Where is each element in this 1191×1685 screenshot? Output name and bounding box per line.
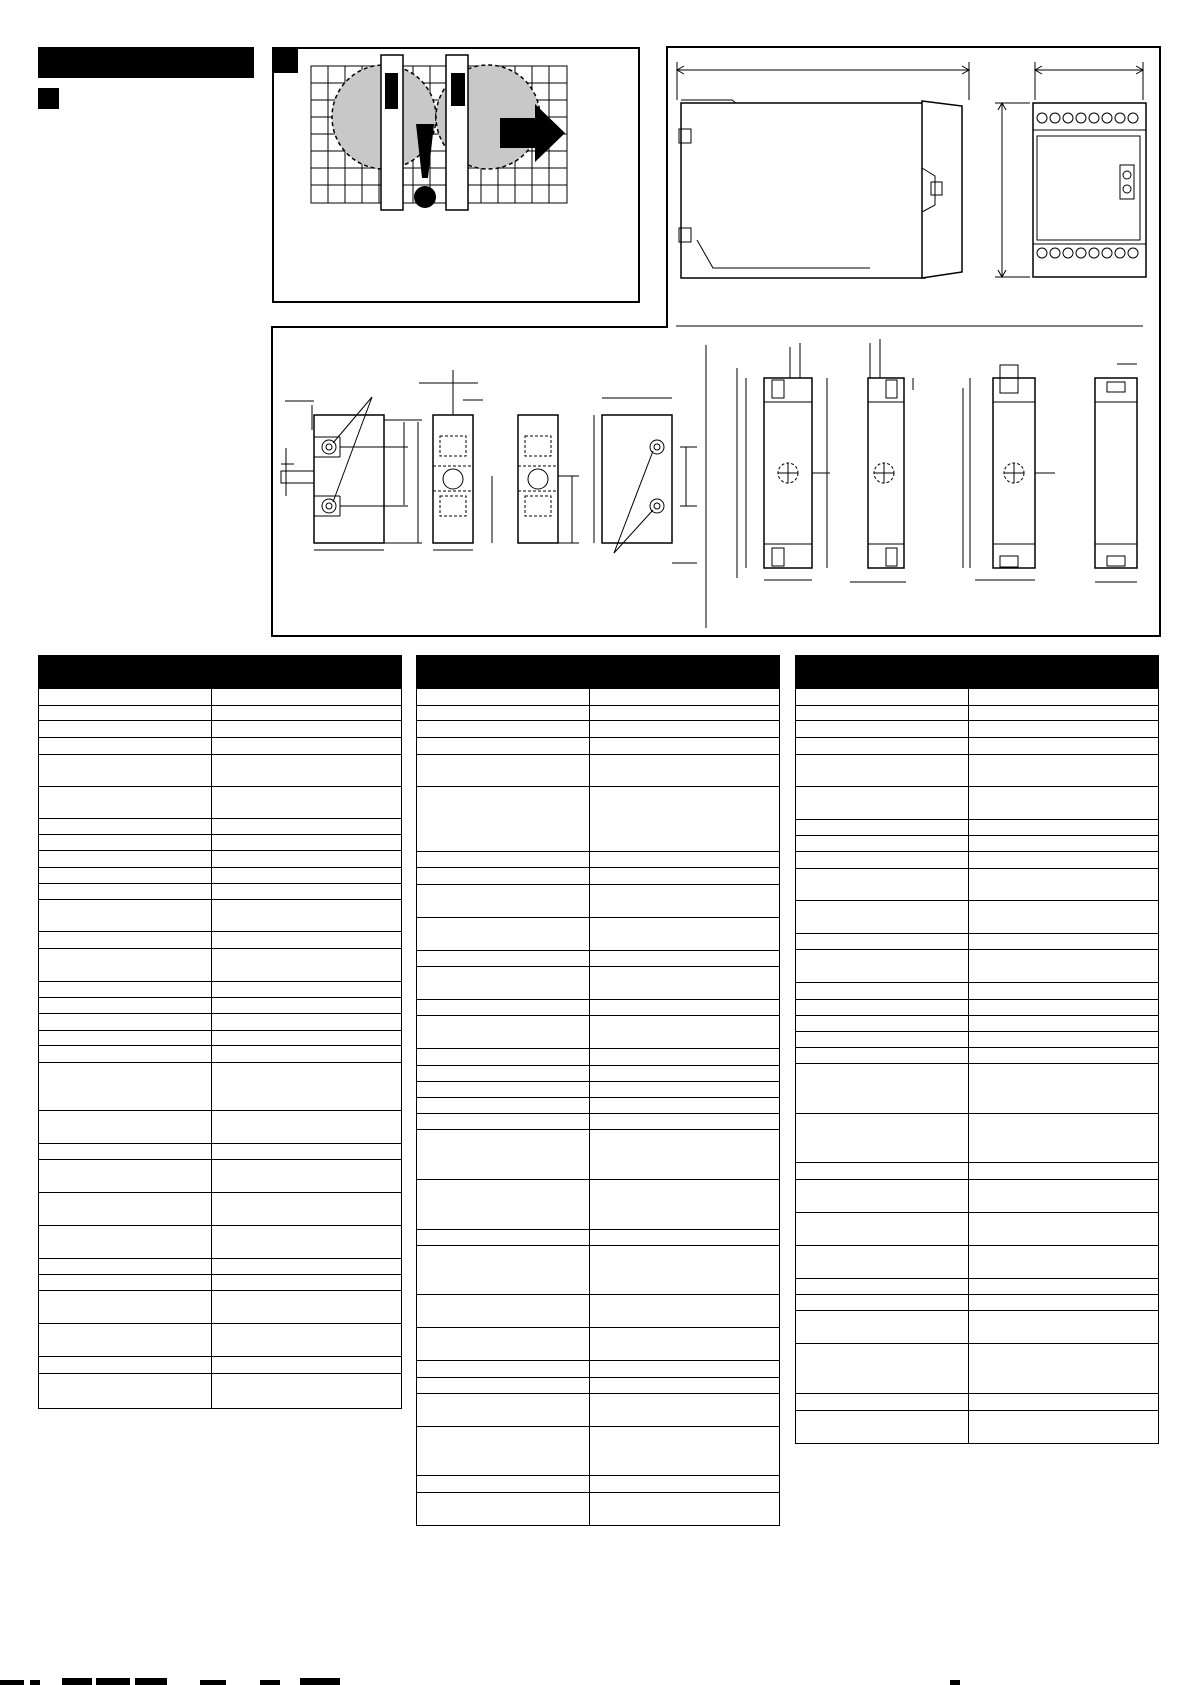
table-row: [39, 1226, 402, 1259]
spec-value: [969, 1344, 1159, 1394]
table-row: [796, 1163, 1159, 1180]
spec-value: [212, 1111, 402, 1144]
spec-value: [212, 949, 402, 982]
spec-label: [417, 852, 590, 868]
spec-value: [590, 885, 780, 918]
spec-label: [39, 932, 212, 949]
spec-value: [212, 1046, 402, 1063]
table-row: [417, 755, 780, 787]
spec-value: [969, 1000, 1159, 1016]
table-row: [796, 1246, 1159, 1279]
spec-label: [39, 1014, 212, 1031]
table-row: [796, 1000, 1159, 1016]
spec-value: [590, 918, 780, 951]
table-row: [39, 998, 402, 1014]
table-row: [417, 1082, 780, 1098]
spec-value: [969, 983, 1159, 1000]
spec-label: [796, 983, 969, 1000]
table-row: [39, 689, 402, 706]
spec-label: [796, 1295, 969, 1311]
spec-label: [417, 1328, 590, 1361]
spec-label: [796, 869, 969, 901]
spec-value: [590, 1328, 780, 1361]
spec-table-left: [38, 655, 402, 1409]
spec-value: [212, 1014, 402, 1031]
housing-dimension-drawing: [677, 62, 1146, 278]
spec-label: [39, 949, 212, 982]
spec-value: [969, 950, 1159, 983]
table-row: [39, 1357, 402, 1374]
spec-label: [39, 1357, 212, 1374]
spec-value: [212, 819, 402, 835]
table-row: [417, 689, 780, 706]
table-row: [417, 967, 780, 1000]
spec-value: [590, 1082, 780, 1098]
spec-value: [969, 1411, 1159, 1444]
table-row: [417, 1246, 780, 1295]
table-row: [417, 1130, 780, 1180]
spec-value: [590, 1394, 780, 1427]
table-row: [39, 721, 402, 738]
table-row: [39, 706, 402, 721]
table-row: [796, 869, 1159, 901]
spec-value: [590, 1378, 780, 1394]
spec-value: [212, 998, 402, 1014]
table-row: [796, 706, 1159, 721]
table-row: [796, 1295, 1159, 1311]
spec-label: [417, 1295, 590, 1328]
spec-value: [212, 900, 402, 932]
spec-value: [969, 1032, 1159, 1048]
spec-value: [969, 721, 1159, 738]
spec-label: [417, 1394, 590, 1427]
table-row: [796, 1344, 1159, 1394]
spec-label: [417, 1493, 590, 1526]
spec-label: [39, 1226, 212, 1259]
spec-table-left-header: [39, 656, 402, 689]
spec-label: [417, 1000, 590, 1016]
spec-value: [969, 869, 1159, 901]
spec-label: [796, 1163, 969, 1180]
table-row: [39, 1111, 402, 1144]
table-row: [796, 1016, 1159, 1032]
table-row: [39, 1374, 402, 1409]
table-row: [417, 852, 780, 868]
table-row: [417, 1016, 780, 1049]
spec-value: [590, 1066, 780, 1082]
table-row: [417, 1098, 780, 1114]
table-row: [796, 787, 1159, 820]
spec-value: [212, 1031, 402, 1046]
spec-value: [212, 1357, 402, 1374]
spec-label: [417, 1098, 590, 1114]
spec-value: [212, 1374, 402, 1409]
spec-value: [212, 1324, 402, 1357]
spec-value: [590, 1016, 780, 1049]
spec-label: [417, 755, 590, 787]
table-row: [417, 706, 780, 721]
spec-label: [417, 1361, 590, 1378]
spec-value: [212, 1193, 402, 1226]
spec-value: [590, 689, 780, 706]
table-row: [417, 721, 780, 738]
spec-label: [39, 1291, 212, 1324]
spec-value: [590, 1000, 780, 1016]
spec-value: [969, 1064, 1159, 1114]
spec-value: [212, 706, 402, 721]
table-row: [39, 949, 402, 982]
table-row: [417, 1394, 780, 1427]
spec-value: [590, 1049, 780, 1066]
table-row: [417, 1049, 780, 1066]
spec-label: [39, 755, 212, 787]
spec-table-right-header: [796, 656, 1159, 689]
spec-value: [212, 1275, 402, 1291]
table-row: [39, 738, 402, 755]
spec-label: [39, 706, 212, 721]
spec-label: [796, 1064, 969, 1114]
spec-value: [969, 836, 1159, 852]
spec-label: [39, 1275, 212, 1291]
spec-label: [39, 851, 212, 868]
table-row: [796, 1279, 1159, 1295]
spec-value: [969, 1246, 1159, 1279]
spec-label: [417, 1378, 590, 1394]
spec-label: [39, 1046, 212, 1063]
table-row: [39, 1160, 402, 1193]
spec-label: [796, 1344, 969, 1394]
spec-label: [796, 852, 969, 869]
table-row: [796, 1213, 1159, 1246]
table-row: [39, 884, 402, 900]
spec-label: [417, 918, 590, 951]
spec-table-middle-header: [417, 656, 780, 689]
table-row: [796, 1064, 1159, 1114]
spec-label: [417, 738, 590, 755]
spec-label: [39, 1111, 212, 1144]
spec-value: [212, 835, 402, 851]
spec-value: [590, 1130, 780, 1180]
spec-value: [969, 1016, 1159, 1032]
spec-label: [796, 1048, 969, 1064]
table-row: [39, 1046, 402, 1063]
spec-value: [590, 755, 780, 787]
table-row: [796, 738, 1159, 755]
table-row: [39, 787, 402, 819]
table-row: [417, 1361, 780, 1378]
spec-value: [969, 901, 1159, 934]
spec-value: [212, 1160, 402, 1193]
spec-label: [417, 1476, 590, 1493]
spec-label: [39, 884, 212, 900]
spec-label: [417, 1427, 590, 1476]
spec-label: [417, 1180, 590, 1230]
spec-label: [796, 1411, 969, 1444]
table-row: [39, 835, 402, 851]
spec-label: [796, 820, 969, 836]
table-row: [796, 689, 1159, 706]
spec-table-middle: [416, 655, 780, 1526]
spec-label: [796, 836, 969, 852]
table-row: [417, 1493, 780, 1526]
spec-label: [39, 835, 212, 851]
table-row: [417, 1328, 780, 1361]
table-row: [417, 1066, 780, 1082]
terminal-screws-top: [1037, 113, 1138, 123]
spec-label: [39, 998, 212, 1014]
spec-value: [969, 755, 1159, 787]
spec-label: [417, 1082, 590, 1098]
table-row: [417, 1114, 780, 1130]
spec-label: [796, 1032, 969, 1048]
footer-strip: [0, 1677, 1191, 1685]
spec-value: [590, 1180, 780, 1230]
spec-value: [969, 1048, 1159, 1064]
spec-label: [796, 934, 969, 950]
spec-value: [969, 738, 1159, 755]
table-row: [39, 900, 402, 932]
table-row: [417, 1180, 780, 1230]
table-row: [796, 1311, 1159, 1344]
spec-value: [590, 738, 780, 755]
table-row: [417, 1295, 780, 1328]
spec-value: [969, 787, 1159, 820]
table-row: [417, 885, 780, 918]
spec-label: [39, 1193, 212, 1226]
spec-label: [417, 689, 590, 706]
table-row: [417, 1378, 780, 1394]
spec-value: [590, 1114, 780, 1130]
table-row: [796, 836, 1159, 852]
spec-value: [212, 1226, 402, 1259]
spec-value: [969, 1295, 1159, 1311]
spec-value: [590, 1098, 780, 1114]
spec-label: [796, 706, 969, 721]
spec-label: [417, 868, 590, 885]
spec-label: [417, 1130, 590, 1180]
terminal-screws-bottom: [1037, 248, 1138, 258]
table-row: [417, 951, 780, 967]
spec-value: [590, 1361, 780, 1378]
spec-label: [39, 787, 212, 819]
spec-label: [796, 1016, 969, 1032]
spec-label: [796, 1246, 969, 1279]
spec-label: [39, 1259, 212, 1275]
table-row: [796, 1032, 1159, 1048]
table-row: [796, 1180, 1159, 1213]
table-row: [39, 932, 402, 949]
spec-label: [39, 1063, 212, 1111]
table-row: [417, 787, 780, 852]
table-row: [417, 1230, 780, 1246]
spec-value: [212, 755, 402, 787]
spec-label: [39, 1144, 212, 1160]
spec-label: [796, 1311, 969, 1344]
spec-label: [417, 1066, 590, 1082]
spec-label: [796, 721, 969, 738]
spec-label: [796, 1114, 969, 1163]
table-row: [796, 1411, 1159, 1444]
spec-value: [212, 1144, 402, 1160]
table-row: [796, 1048, 1159, 1064]
spec-value: [590, 951, 780, 967]
table-row: [796, 1114, 1159, 1163]
table-row: [417, 1000, 780, 1016]
spec-value: [969, 706, 1159, 721]
spec-label: [796, 787, 969, 820]
spec-label: [796, 755, 969, 787]
spec-value: [590, 1493, 780, 1526]
table-row: [39, 1144, 402, 1160]
spec-value: [590, 1427, 780, 1476]
spec-value: [969, 1213, 1159, 1246]
table-row: [796, 934, 1159, 950]
spec-value: [590, 1246, 780, 1295]
spec-value: [590, 1476, 780, 1493]
figures-svg: [0, 0, 1191, 700]
spec-label: [796, 950, 969, 983]
spec-value: [969, 1394, 1159, 1411]
spec-value: [212, 851, 402, 868]
spec-value: [212, 982, 402, 998]
spec-label: [417, 721, 590, 738]
table-row: [39, 819, 402, 835]
spec-label: [39, 900, 212, 932]
table-row: [39, 982, 402, 998]
spec-label: [796, 1000, 969, 1016]
table-row: [796, 721, 1159, 738]
spec-label: [417, 1246, 590, 1295]
spec-value: [212, 721, 402, 738]
table-row: [39, 1275, 402, 1291]
spec-label: [796, 1213, 969, 1246]
spec-label: [796, 689, 969, 706]
table-row: [796, 1394, 1159, 1411]
spec-value: [212, 1063, 402, 1111]
spec-label: [417, 885, 590, 918]
table-row: [39, 1291, 402, 1324]
spec-value: [969, 1114, 1159, 1163]
table-row: [39, 868, 402, 884]
spec-label: [417, 706, 590, 721]
spec-label: [39, 1031, 212, 1046]
spec-label: [417, 1230, 590, 1246]
spec-value: [969, 820, 1159, 836]
spec-label: [417, 787, 590, 852]
spec-label: [39, 721, 212, 738]
spec-value: [590, 787, 780, 852]
spec-value: [212, 1291, 402, 1324]
table-row: [417, 1476, 780, 1493]
spec-value: [969, 1180, 1159, 1213]
spec-label: [796, 1394, 969, 1411]
table-row: [796, 983, 1159, 1000]
spec-label: [39, 738, 212, 755]
spec-value: [969, 1311, 1159, 1344]
table-row: [796, 901, 1159, 934]
spec-label: [796, 1279, 969, 1295]
spec-value: [969, 852, 1159, 869]
spec-value: [590, 1295, 780, 1328]
spec-value: [590, 852, 780, 868]
spec-value: [212, 787, 402, 819]
spec-value: [212, 868, 402, 884]
spec-value: [590, 868, 780, 885]
table-row: [39, 1014, 402, 1031]
spec-label: [39, 689, 212, 706]
spec-value: [590, 706, 780, 721]
table-row: [39, 1259, 402, 1275]
table-row: [417, 738, 780, 755]
spec-value: [212, 932, 402, 949]
spec-label: [417, 1114, 590, 1130]
table-row: [417, 918, 780, 951]
spec-label: [417, 967, 590, 1000]
spec-value: [969, 689, 1159, 706]
spec-value: [212, 689, 402, 706]
spec-label: [39, 1160, 212, 1193]
spec-label: [417, 1049, 590, 1066]
table-row: [796, 820, 1159, 836]
table-row: [39, 755, 402, 787]
spec-label: [796, 1180, 969, 1213]
spec-label: [39, 1324, 212, 1357]
spec-value: [590, 1230, 780, 1246]
table-row: [796, 852, 1159, 869]
spec-label: [39, 819, 212, 835]
table-row: [417, 1427, 780, 1476]
spec-value: [590, 721, 780, 738]
spec-label: [39, 1374, 212, 1409]
table-row: [796, 755, 1159, 787]
spec-value: [212, 1259, 402, 1275]
table-row: [417, 868, 780, 885]
table-row: [39, 851, 402, 868]
spec-value: [969, 1163, 1159, 1180]
spec-value: [969, 934, 1159, 950]
spec-value: [590, 967, 780, 1000]
spec-label: [796, 738, 969, 755]
spec-label: [39, 982, 212, 998]
spec-label: [39, 868, 212, 884]
spec-table-right: [795, 655, 1159, 1444]
spec-label: [417, 1016, 590, 1049]
table-row: [39, 1193, 402, 1226]
table-row: [39, 1063, 402, 1111]
spec-value: [212, 738, 402, 755]
table-row: [39, 1031, 402, 1046]
spec-value: [212, 884, 402, 900]
spec-label: [796, 901, 969, 934]
table-row: [796, 950, 1159, 983]
table-row: [39, 1324, 402, 1357]
spec-label: [417, 951, 590, 967]
spec-value: [969, 1279, 1159, 1295]
